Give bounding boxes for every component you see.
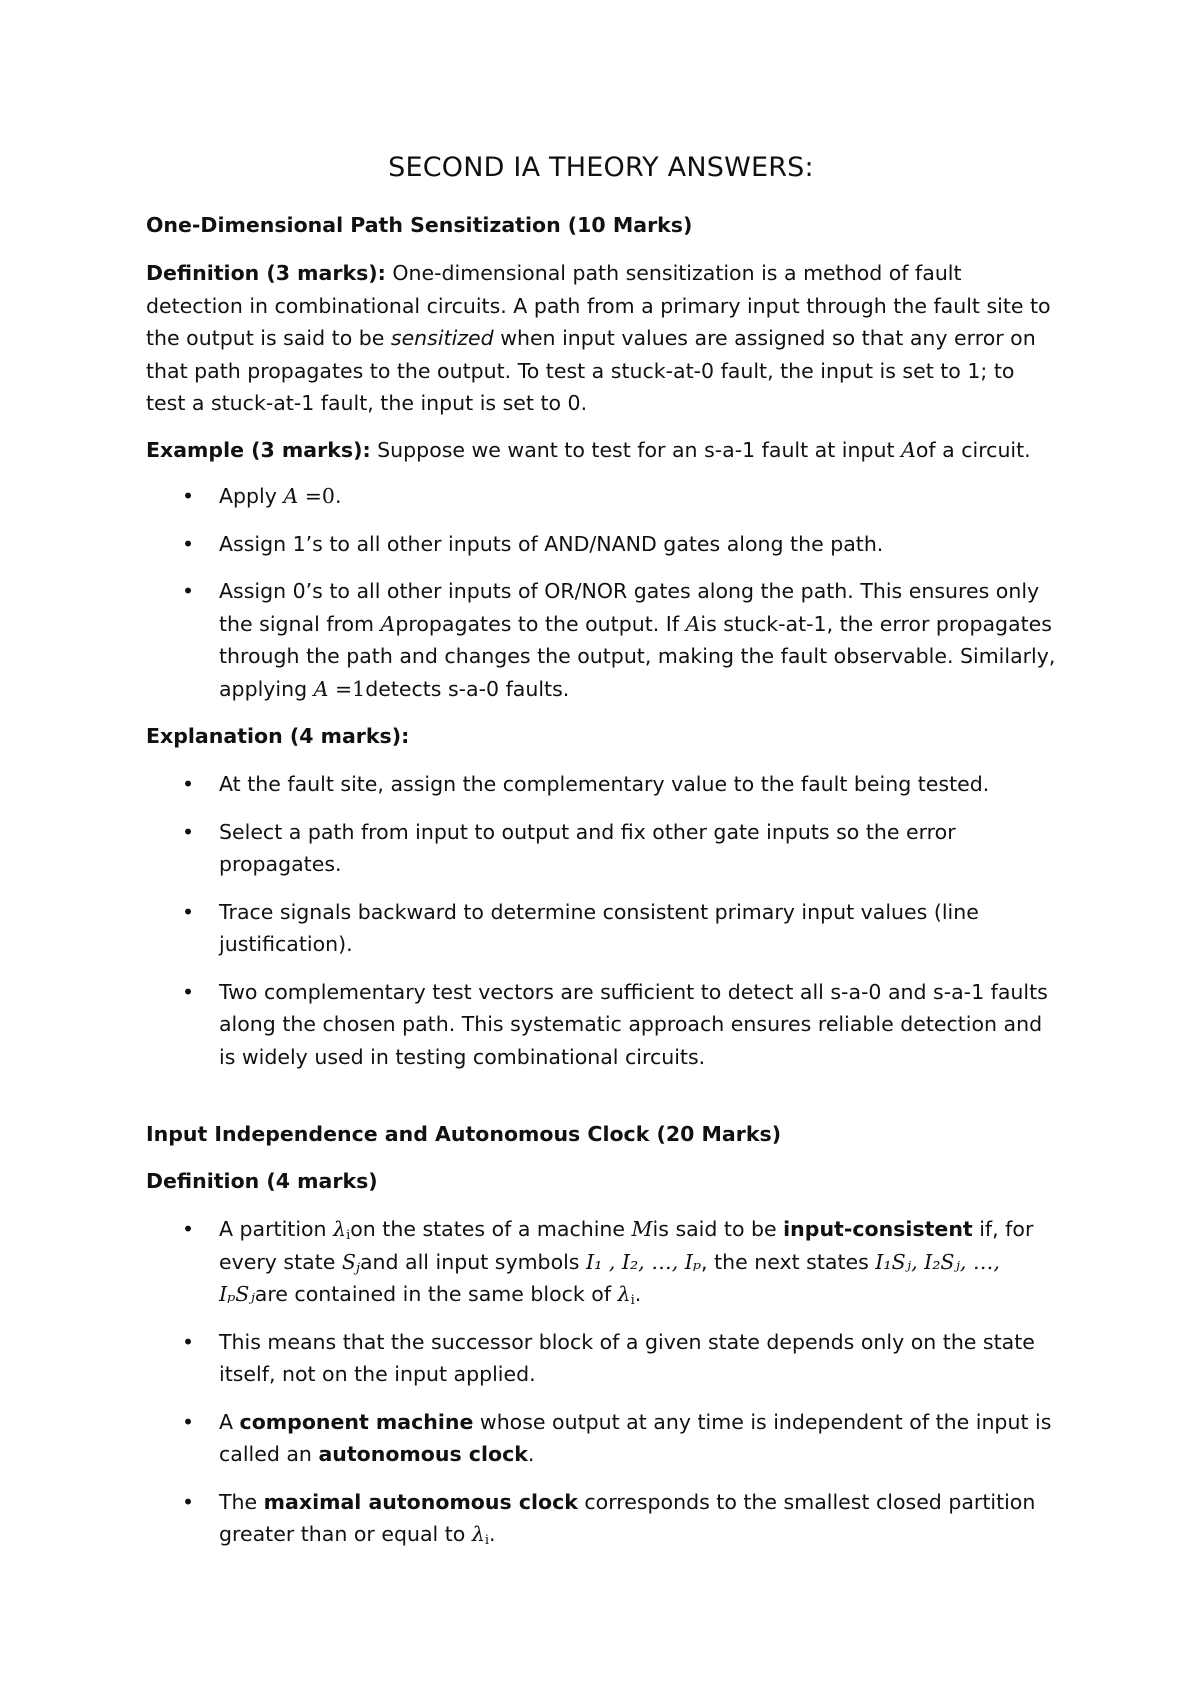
- bullet-text: is said to be: [652, 1217, 784, 1241]
- definition-paragraph: [146, 257, 1056, 420]
- definition-emphasis: sensitized: [390, 326, 494, 350]
- section-heading-path-sensitization: One-Dimensional Path Sensitization (10 Marks): [146, 213, 693, 237]
- math-subscript: i: [630, 1293, 635, 1308]
- bullet-text: Assign 1’s to all other inputs of AND/NAND gates along the path.: [219, 531, 884, 556]
- math-subscript: i: [346, 1228, 351, 1243]
- math-lambda: λ: [617, 1282, 631, 1306]
- bullet-glyph: •: [182, 772, 195, 796]
- example-text-2: of a circuit.: [915, 437, 1031, 462]
- bullet-text: and all input symbols: [359, 1249, 586, 1274]
- list-item: [146, 896, 1056, 961]
- bullet-text: on the states of a machine: [350, 1217, 632, 1241]
- bullet-text: , the next states: [701, 1249, 876, 1274]
- list-item: [146, 575, 1056, 705]
- definition-heading-2: Definition (4 marks): [146, 1169, 378, 1193]
- explanation-heading: Explanation (4 marks):: [146, 724, 410, 748]
- bullet-glyph: •: [182, 979, 195, 1004]
- bullet-glyph: •: [182, 899, 195, 924]
- bullet-text: This means that the successor block of a given state depends only on the state itself, not on the input applied.: [219, 1329, 1035, 1386]
- math-var: A: [380, 611, 396, 636]
- math-subscript: i: [484, 1533, 490, 1548]
- math-subscript: j: [355, 1260, 360, 1276]
- bullet-text: .: [334, 484, 342, 508]
- math-lambda: λ: [333, 1217, 347, 1241]
- definition-bullet-list: [146, 1213, 1056, 1551]
- definition-text-1: One-dimensional path sensitization is a method of fault detection in combinational circuits. A path from a primary input through the fault site to the output is said to be: [146, 261, 1051, 350]
- math-lambda: λ: [471, 1522, 485, 1546]
- definition-lead: Definition (3 marks):: [146, 261, 386, 285]
- bullet-text: is stuck-at-1, the error propagates through the path and changes the output, making the fault observable. Similarly, applying: [219, 611, 1056, 701]
- list-item: [146, 480, 1056, 513]
- bold-term: autonomous clock: [318, 1442, 528, 1466]
- list-item: [146, 1406, 1056, 1471]
- bullet-glyph: •: [182, 1409, 195, 1434]
- bullet-glyph: •: [182, 484, 195, 508]
- math-input-symbols: I₁ , I₂, …, Iₚ: [586, 1249, 702, 1274]
- math-var: A: [685, 611, 701, 636]
- bullet-text: Trace signals backward to determine consistent primary input values (line justification).: [219, 899, 979, 956]
- list-item: [146, 976, 1056, 1074]
- bullet-text: whose output at any time is independent of the input is called an: [219, 1409, 1052, 1466]
- list-item: [146, 816, 1056, 881]
- bullet-text: At the fault site, assign the complementary value to the fault being tested.: [219, 772, 990, 796]
- explanation-bullet-list: [146, 768, 1056, 1073]
- page-title: SECOND IA THEORY ANSWERS:: [388, 152, 814, 183]
- bullet-text: if, for every state: [219, 1217, 1034, 1274]
- list-item: [146, 1213, 1056, 1311]
- bullet-text: corresponds to the smallest closed partition greater than or equal to: [219, 1489, 1036, 1546]
- section-heading-autonomous-clock: Input Independence and Autonomous Clock (20 Marks): [146, 1122, 782, 1146]
- bullet-text: Two complementary test vectors are sufficient to detect all s-a-0 and s-a-1 faults along the chosen path. This systematic approach ensures reliable detection and is widely used in testing combinational circuits.: [219, 979, 1048, 1069]
- list-item: [146, 768, 1056, 801]
- example-bullet-list: [146, 480, 1056, 705]
- bold-term: input-consistent: [783, 1217, 973, 1241]
- bullet-text: Apply: [219, 484, 284, 508]
- math-eq: =0: [298, 484, 335, 508]
- bullet-text: A: [219, 1409, 240, 1434]
- bullet-text: .: [634, 1282, 642, 1306]
- list-item: [146, 1486, 1056, 1551]
- example-lead: Example (3 marks):: [146, 437, 371, 462]
- bold-term: maximal autonomous clock: [263, 1489, 578, 1514]
- bullet-text: Assign 0’s to all other inputs of OR/NOR gates along the path. This ensures only the signal from: [219, 579, 1040, 636]
- example-var-a: A: [901, 437, 916, 462]
- math-var: S: [341, 1249, 356, 1274]
- bullet-glyph: •: [182, 1489, 195, 1514]
- example-text-1: Suppose we want to test for an s-a-1 fault at input: [370, 437, 902, 462]
- bullet-glyph: •: [182, 531, 195, 556]
- bullet-text: .: [489, 1522, 496, 1546]
- bullet-text: A partition: [219, 1217, 334, 1241]
- definition-text-2: when input values are assigned so that any error on that path propagates to the output. To test a stuck-at-0 fault, the input is set to 1; to test a stuck-at-1 fault, the input is set to 0.: [146, 326, 1036, 415]
- bullet-text: are contained in the same block of: [254, 1282, 618, 1306]
- list-item: [146, 1326, 1056, 1391]
- document-content: [146, 150, 1056, 1567]
- bullet-text: propagates to the output. If: [395, 611, 686, 636]
- math-var: M: [631, 1217, 653, 1241]
- math-var: A: [283, 484, 299, 508]
- math-next-states: I₁Sⱼ, I₂Sⱼ, …, IₚSⱼ: [219, 1249, 1000, 1306]
- bullet-text: Select a path from input to output and fix other gate inputs so the error propagates.: [219, 819, 956, 876]
- bullet-text: detects s-a-0 faults.: [365, 676, 570, 701]
- list-item: [146, 528, 1056, 561]
- bullet-glyph: •: [182, 1217, 195, 1241]
- example-paragraph: [146, 434, 1056, 467]
- math-eq: =1: [328, 676, 366, 701]
- bullet-text: The: [219, 1489, 264, 1514]
- bullet-glyph: •: [182, 579, 195, 603]
- bullet-text: .: [527, 1442, 535, 1466]
- bold-term: component machine: [239, 1409, 474, 1434]
- bullet-glyph: •: [182, 819, 195, 844]
- math-var: A: [313, 676, 329, 701]
- bullet-glyph: •: [182, 1329, 195, 1354]
- section-spacer: [146, 1089, 1056, 1119]
